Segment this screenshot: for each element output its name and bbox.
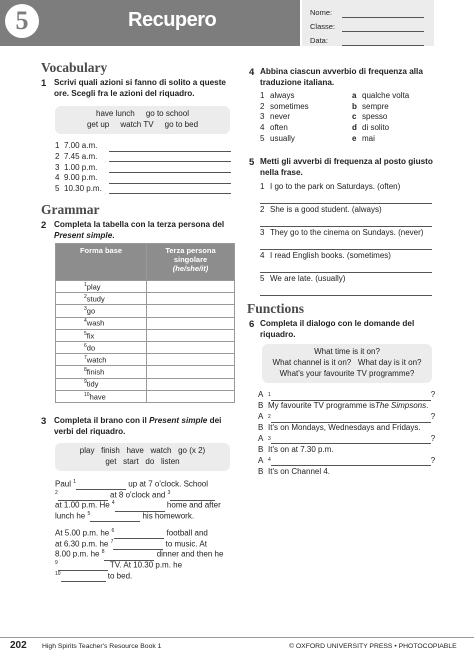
student-info-box bbox=[302, 0, 434, 46]
class-label: Classe: bbox=[310, 22, 336, 31]
answer-blank[interactable] bbox=[271, 457, 431, 466]
row-number: 1 bbox=[84, 281, 87, 288]
class-field[interactable] bbox=[342, 22, 424, 32]
list-item bbox=[55, 141, 235, 152]
row-number: 2 bbox=[84, 294, 87, 301]
item-letter: b bbox=[352, 101, 357, 111]
sentence bbox=[260, 182, 438, 193]
answer-cell[interactable] bbox=[147, 329, 235, 341]
dialogue-line bbox=[258, 434, 436, 445]
present-simple-table bbox=[55, 243, 235, 403]
exercise-1-instruction: 1 Scrivi quali azioni si fanno di solito a queste ore. Scegli fra le azioni del riquadro. bbox=[41, 78, 226, 98]
list-item bbox=[55, 162, 235, 173]
name-field[interactable] bbox=[342, 8, 424, 18]
list-item bbox=[260, 228, 438, 251]
text-line bbox=[55, 537, 245, 548]
item-word: spesso bbox=[362, 112, 388, 122]
exercise-1-word-box: have lunch go to school get up watch TV go to bed bbox=[55, 106, 230, 134]
dialogue-line bbox=[258, 390, 436, 401]
list-item bbox=[260, 205, 438, 228]
list-item bbox=[260, 134, 350, 145]
dialogue-line bbox=[258, 412, 436, 423]
item-sentence: We are late. (usually) bbox=[270, 274, 346, 283]
blank-number: 2 bbox=[55, 489, 58, 496]
item-letter: 2 bbox=[260, 101, 265, 111]
item-number: 2 bbox=[55, 151, 60, 161]
blank-number: 1 bbox=[73, 479, 77, 485]
text-line bbox=[55, 498, 245, 509]
reply-text: It's on Channel 4. bbox=[268, 466, 331, 476]
base-form-cell bbox=[56, 317, 147, 329]
table-header-base-form: Forma base bbox=[56, 244, 147, 281]
item-letter: c bbox=[352, 112, 357, 122]
exercise-3-instruction: 3 Completa il brano con il Present simple dei verbi del riquadro. bbox=[41, 416, 222, 436]
item-word: sempre bbox=[362, 101, 389, 111]
table-row bbox=[56, 378, 235, 390]
table-row bbox=[56, 354, 235, 366]
sentence bbox=[260, 274, 438, 285]
exercise-1-list bbox=[55, 141, 235, 194]
list-item bbox=[55, 152, 235, 163]
answer-blank[interactable] bbox=[109, 153, 231, 162]
base-form: play bbox=[86, 282, 101, 292]
line-text: home and after bbox=[164, 501, 221, 511]
list-item bbox=[352, 123, 442, 134]
text-line bbox=[55, 558, 245, 569]
item-word: qualche volta bbox=[362, 91, 410, 100]
text-line bbox=[55, 477, 245, 488]
question-mark: ? bbox=[430, 390, 436, 400]
row-number: 4 bbox=[84, 318, 87, 325]
reply-text: It's on at 7.30 p.m. bbox=[268, 444, 334, 454]
page-number: 202 bbox=[10, 640, 27, 651]
list-item bbox=[260, 112, 350, 123]
answer-blank[interactable] bbox=[271, 392, 431, 401]
dialogue-line bbox=[258, 466, 436, 477]
question-mark: ? bbox=[430, 433, 436, 443]
answer-blank[interactable] bbox=[109, 143, 231, 152]
answer-cell[interactable] bbox=[147, 390, 235, 402]
reply-text: . bbox=[426, 401, 429, 411]
table-row bbox=[56, 293, 235, 305]
row-number: 9 bbox=[84, 379, 87, 386]
text-line bbox=[55, 509, 245, 520]
answer-blank[interactable] bbox=[109, 164, 231, 173]
blank-number: 2 bbox=[268, 413, 271, 420]
speaker-label: A bbox=[258, 412, 264, 422]
item-number: 4 bbox=[260, 251, 265, 260]
blank-number: 6 bbox=[111, 528, 115, 534]
page-title: Recupero bbox=[128, 9, 217, 31]
list-item bbox=[260, 251, 438, 274]
table-row bbox=[56, 341, 235, 353]
list-item bbox=[55, 184, 235, 195]
blank-number: 7 bbox=[110, 538, 114, 545]
blank-number: 8 bbox=[101, 549, 105, 556]
exercise-2-instruction: 2 Completa la tabella con la terza persona del Present simple. bbox=[41, 220, 225, 240]
line-text: dinner and then he bbox=[154, 550, 224, 560]
base-form: fix bbox=[86, 331, 95, 341]
text-line bbox=[55, 547, 245, 558]
item-number: 4 bbox=[55, 173, 60, 183]
answer-cell[interactable] bbox=[147, 354, 235, 366]
sentence bbox=[260, 228, 438, 239]
blank-number: 3 bbox=[268, 435, 271, 442]
list-item bbox=[352, 134, 442, 145]
list-item bbox=[260, 102, 350, 113]
reply-title: The Simpsons bbox=[375, 401, 427, 411]
list-item bbox=[55, 173, 235, 184]
blank-number: 4 bbox=[111, 500, 115, 507]
blank-number: 5 bbox=[87, 511, 91, 518]
table-row bbox=[56, 317, 235, 329]
date-field[interactable] bbox=[342, 36, 424, 46]
answer-cell[interactable] bbox=[147, 305, 235, 317]
base-form-cell bbox=[56, 378, 147, 390]
reply-text: My favourite TV programme is bbox=[268, 401, 375, 411]
exercise-3-paragraph-2 bbox=[55, 526, 245, 579]
exercise-6-question-box: What time is it on? What channel is it on? What day is it on? What's your favourite TV programme? bbox=[262, 344, 432, 383]
line-text: to bed. bbox=[105, 571, 133, 581]
item-word: di solito bbox=[362, 123, 390, 133]
item-number: 5 bbox=[260, 274, 265, 283]
answer-cell[interactable] bbox=[147, 341, 235, 353]
list-item bbox=[260, 274, 438, 297]
line-text: at 8 o'clock and bbox=[107, 490, 168, 500]
item-time: 10.30 p.m. bbox=[64, 183, 102, 193]
list-item bbox=[260, 123, 350, 134]
answer-line[interactable] bbox=[260, 216, 432, 227]
item-word: sometimes bbox=[270, 101, 309, 111]
item-time: 7.45 a.m. bbox=[64, 151, 98, 161]
functions-heading: Functions bbox=[247, 301, 305, 316]
item-word: always bbox=[270, 91, 295, 100]
line-text: football and bbox=[164, 528, 208, 538]
line-text: Paul bbox=[55, 479, 74, 489]
dialogue-line bbox=[258, 444, 436, 455]
exercise-6-dialogue bbox=[258, 390, 436, 477]
exercise-3-word-box: play finish have watch go (x 2) get start do listen bbox=[55, 443, 230, 471]
exercise-3-paragraph-1 bbox=[55, 477, 245, 520]
item-sentence: I read English books. (sometimes) bbox=[270, 251, 391, 260]
item-sentence: She is a good student. (always) bbox=[270, 205, 382, 214]
table-row bbox=[56, 390, 235, 402]
answer-line[interactable] bbox=[260, 285, 432, 296]
item-number: 2 bbox=[260, 205, 265, 214]
base-form-cell bbox=[56, 341, 147, 353]
base-form-cell bbox=[56, 305, 147, 317]
dialogue-line bbox=[258, 455, 436, 466]
blank-number: 4 bbox=[268, 457, 271, 464]
blank-number: 9 bbox=[55, 560, 58, 567]
book-title: High Spirits Teacher's Resource Book 1 bbox=[42, 643, 162, 650]
base-form: study bbox=[86, 294, 105, 304]
line-text: 8.00 p.m. he bbox=[55, 550, 102, 560]
item-time: 7.00 a.m. bbox=[64, 141, 98, 151]
base-form-cell bbox=[56, 366, 147, 378]
blank-number: 3 bbox=[167, 489, 171, 496]
text-line bbox=[55, 569, 245, 580]
speaker-label: B bbox=[258, 444, 264, 454]
list-item bbox=[352, 112, 442, 123]
exercise-4-translations bbox=[352, 91, 442, 144]
item-word: often bbox=[270, 123, 288, 133]
exercise-5-list bbox=[260, 182, 438, 297]
base-form: go bbox=[86, 306, 96, 316]
answer-cell[interactable] bbox=[147, 317, 235, 329]
item-number: 1 bbox=[55, 141, 60, 151]
answer-blank[interactable] bbox=[271, 414, 431, 423]
speaker-label: B bbox=[258, 466, 264, 476]
row-number: 10 bbox=[84, 391, 90, 398]
item-number: 3 bbox=[260, 228, 265, 237]
item-letter: 4 bbox=[260, 123, 265, 133]
blank-number: 1 bbox=[268, 392, 271, 398]
text-line bbox=[55, 488, 245, 499]
text-line bbox=[55, 526, 245, 537]
base-form: watch bbox=[86, 355, 107, 365]
speaker-label: B bbox=[258, 423, 264, 433]
item-letter: d bbox=[352, 123, 357, 133]
sentence bbox=[260, 251, 438, 262]
answer-blank[interactable] bbox=[90, 513, 140, 522]
exercise-4-instruction: 4 Abbina ciascun avverbio di frequenza alla traduzione italiana. bbox=[249, 67, 423, 87]
base-form: tidy bbox=[86, 379, 99, 389]
item-number: 5 bbox=[55, 183, 60, 193]
base-form-cell bbox=[56, 390, 147, 402]
sentence bbox=[260, 205, 438, 216]
answer-cell[interactable] bbox=[147, 293, 235, 305]
question-mark: ? bbox=[430, 455, 436, 465]
list-item bbox=[260, 182, 438, 205]
answer-cell[interactable] bbox=[147, 281, 235, 293]
base-form: have bbox=[89, 392, 106, 402]
question-mark: ? bbox=[430, 412, 436, 422]
answer-line[interactable] bbox=[260, 262, 432, 273]
unit-number-badge: 5 bbox=[5, 4, 39, 38]
base-form: wash bbox=[86, 318, 105, 328]
exercise-4-adverbs bbox=[260, 91, 350, 144]
item-time: 1.00 p.m. bbox=[64, 162, 98, 172]
answer-blank[interactable] bbox=[61, 573, 106, 582]
blank-number: 10 bbox=[55, 570, 61, 577]
speaker-label: A bbox=[258, 455, 264, 465]
table-row bbox=[56, 366, 235, 378]
item-time: 9.00 p.m. bbox=[64, 173, 98, 183]
item-number: 1 bbox=[260, 182, 265, 191]
base-form: finish bbox=[86, 367, 105, 377]
item-word: usually bbox=[270, 133, 295, 143]
item-letter: 5 bbox=[260, 133, 265, 143]
name-label: Nome: bbox=[310, 8, 333, 17]
answer-blank[interactable] bbox=[109, 185, 231, 194]
table-row bbox=[56, 305, 235, 317]
item-letter: e bbox=[352, 133, 357, 143]
publisher-note: © OXFORD UNIVERSITY PRESS • PHOTOCOPIABLE bbox=[289, 643, 457, 650]
base-form-cell bbox=[56, 354, 147, 366]
table-row bbox=[56, 281, 235, 293]
item-sentence: They go to the cinema on Sundays. (never) bbox=[270, 228, 424, 237]
item-letter: 1 bbox=[260, 91, 265, 100]
answer-cell[interactable] bbox=[147, 378, 235, 390]
speaker-label: B bbox=[258, 401, 264, 411]
reply-text: It's on Mondays, Wednesdays and Fridays. bbox=[268, 423, 421, 433]
answer-line[interactable] bbox=[260, 239, 432, 250]
speaker-label: A bbox=[258, 390, 264, 400]
row-number: 5 bbox=[84, 330, 87, 337]
line-text: lunch he bbox=[55, 511, 88, 521]
line-text: to music. At bbox=[163, 539, 207, 549]
row-number: 8 bbox=[84, 367, 87, 374]
table-row bbox=[56, 329, 235, 341]
line-text: up at 7 o'clock. School bbox=[126, 479, 209, 489]
item-letter: 3 bbox=[260, 112, 265, 122]
answer-blank[interactable] bbox=[271, 435, 431, 444]
line-text: At 5.00 p.m. he bbox=[55, 528, 112, 538]
item-sentence: I go to the park on Saturdays. (often) bbox=[270, 182, 401, 191]
answer-cell[interactable] bbox=[147, 366, 235, 378]
date-label: Data: bbox=[310, 36, 328, 45]
speaker-label: A bbox=[258, 433, 264, 443]
list-item bbox=[352, 91, 442, 102]
line-text: at 6.30 p.m. he bbox=[55, 539, 111, 549]
table-header-third-person: Terza persona singolare (he/she/it) bbox=[147, 244, 235, 281]
list-item bbox=[352, 102, 442, 113]
line-text: at 1.00 p.m. He bbox=[55, 501, 112, 511]
dialogue-line bbox=[258, 401, 436, 412]
answer-blank[interactable] bbox=[109, 175, 231, 184]
item-word: never bbox=[270, 112, 291, 122]
base-form: do bbox=[86, 343, 96, 353]
item-letter: a bbox=[352, 91, 357, 100]
line-text: TV. At 10.30 p.m. he bbox=[107, 560, 183, 570]
answer-line[interactable] bbox=[260, 193, 432, 204]
dialogue-line bbox=[258, 423, 436, 434]
base-form-cell bbox=[56, 329, 147, 341]
item-word: mai bbox=[362, 133, 375, 143]
grammar-heading: Grammar bbox=[41, 202, 100, 217]
item-number: 3 bbox=[55, 162, 60, 172]
row-number: 6 bbox=[84, 342, 87, 349]
row-number: 3 bbox=[84, 306, 87, 313]
list-item bbox=[260, 91, 350, 102]
exercise-6-instruction: 6 Completa il dialogo con le domande del riquadro. bbox=[249, 319, 415, 339]
row-number: 7 bbox=[84, 354, 87, 361]
base-form-cell bbox=[56, 293, 147, 305]
base-form-cell bbox=[56, 281, 147, 293]
vocabulary-heading: Vocabulary bbox=[41, 60, 108, 75]
line-text: his homework. bbox=[140, 511, 195, 521]
exercise-5-instruction: 5 Metti gli avverbi di frequenza al posto giusto nella frase. bbox=[249, 157, 433, 177]
footer-rule bbox=[0, 637, 474, 638]
